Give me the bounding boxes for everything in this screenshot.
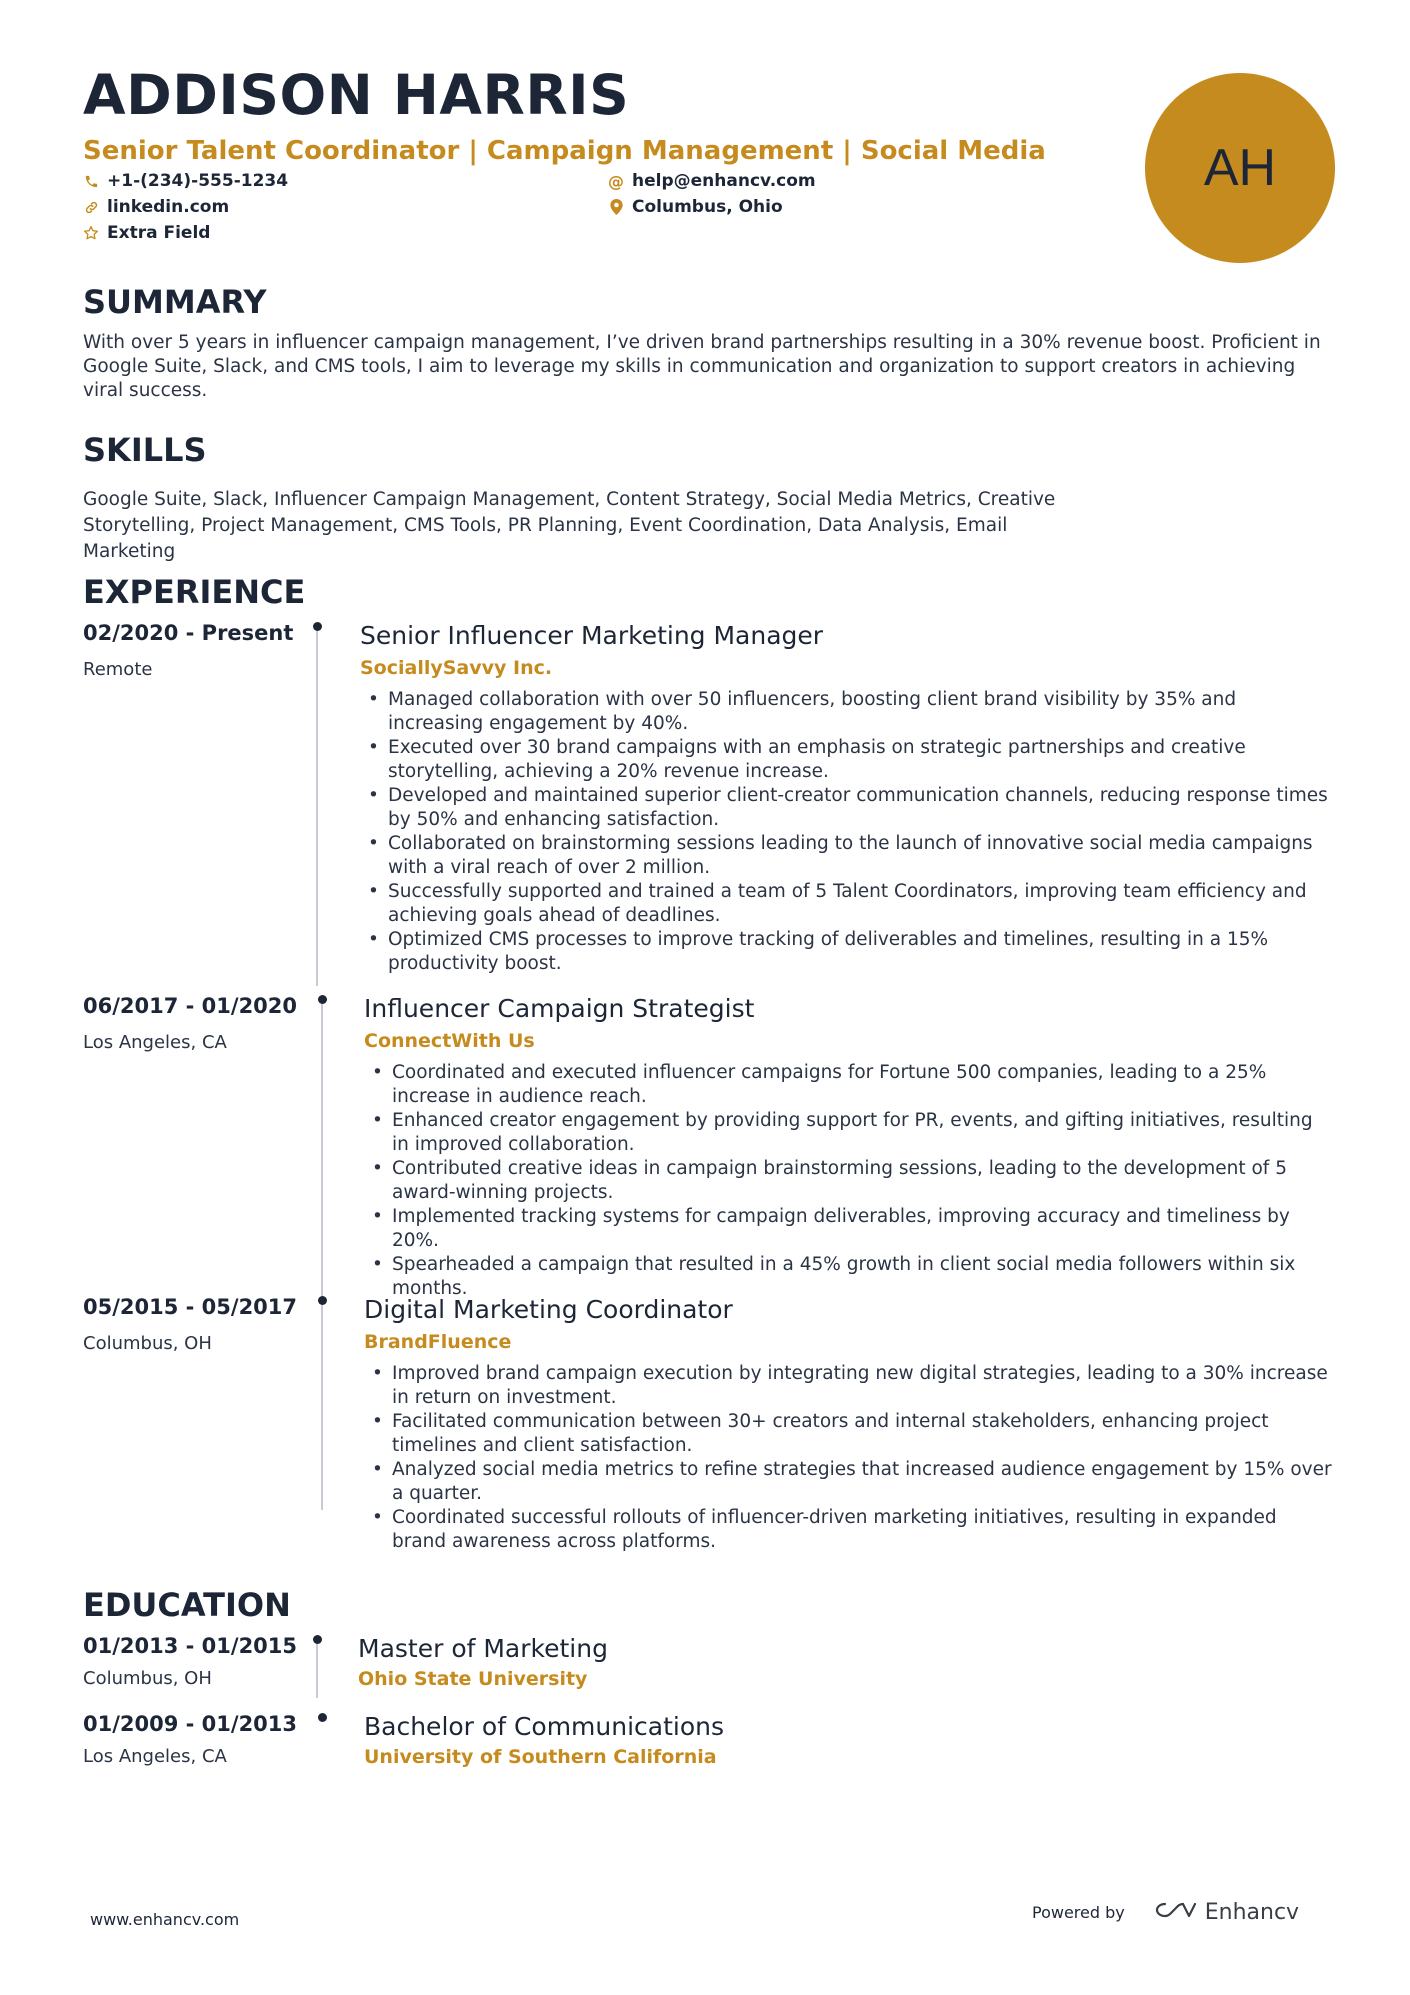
location-text: Columbus, Ohio [632,197,783,217]
job-bullet: • Managed collaboration with over 50 influencers, boosting client brand visibility by 35% and increasing engagement by 40%. [360,688,1335,736]
school-name: Ohio State University [358,1668,588,1690]
experience-heading: EXPERIENCE [83,573,306,611]
linkedin-text: linkedin.com [107,197,230,217]
powered-by-label: Powered by [1032,1902,1125,1922]
company-name: BrandFluence [364,1331,512,1353]
edu-dates: 01/2009 - 01/2013 [83,1712,298,1736]
timeline-dot [318,1713,327,1722]
skills-heading: SKILLS [83,431,207,469]
job-bullet: • Enhanced creator engagement by providing support for PR, events, and gifting initiatives, resulting in improved collaboration. [364,1109,1334,1157]
job-bullet: • Contributed creative ideas in campaign brainstorming sessions, leading to the development of 5 award-winning projects. [364,1157,1334,1205]
link-icon [83,199,99,215]
extra-text: Extra Field [107,223,211,243]
job-bullet: • Executed over 30 brand campaigns with an emphasis on strategic partnerships and creative storytelling, achieving a 20% revenue increase. [360,736,1335,784]
job-dates: 05/2015 - 05/2017 [83,1295,298,1319]
job-dates: 02/2020 - Present [83,621,294,645]
job-bullet: • Coordinated successful rollouts of influencer-driven marketing initiatives, resulting in expanded brand awareness across platforms. [364,1506,1334,1554]
job-bullet: • Analyzed social media metrics to refine strategies that increased audience engagement by 15% over a quarter. [364,1458,1334,1506]
phone-icon [83,173,99,189]
job-bullet: • Optimized CMS processes to improve tracking of deliverables and timelines, resulting in a 15% productivity boost. [360,928,1335,976]
star-icon [83,225,99,241]
job-bullet: • Collaborated on brainstorming sessions leading to the launch of innovative social media campaigns with a viral reach of over 2 million. [360,832,1335,880]
footer-branding [1032,1898,1299,1926]
headline: Senior Talent Coordinator | Campaign Management | Social Media [83,136,1046,166]
summary-text: With over 5 years in influencer campaign management, I’ve driven brand partnerships resulting in a 30% revenue boost. Proficient in Google Suite, Slack, and CMS tools, I aim to leverage my skills in communication and organization to support creators in achieving viral success. [83,332,1321,401]
avatar-initials: AH [1203,139,1277,197]
timeline-dot [313,622,322,631]
email-text: help@enhancv.com [632,171,816,191]
edu-dates: 01/2013 - 01/2015 [83,1634,298,1658]
location-pin-icon [608,199,624,215]
enhancv-brand[interactable]: Enhancv [1204,1899,1300,1925]
job-title: Senior Influencer Marketing Manager [360,621,824,650]
job-bullet: • Improved brand campaign execution by integrating new digital strategies, leading to a 30% increase in return on investment. [364,1362,1334,1410]
timeline-line [316,631,318,986]
candidate-name: ADDISON HARRIS [83,63,630,127]
edu-location: Los Angeles, CA [83,1746,227,1767]
job-bullets [360,688,1335,976]
education-heading: EDUCATION [83,1586,291,1624]
job-location: Columbus, OH [83,1333,212,1354]
company-name: SociallySavvy Inc. [360,657,553,679]
enhancv-logo-icon [1151,1898,1197,1926]
timeline-dot [313,1635,322,1644]
job-bullets [364,1362,1334,1554]
timeline-line [321,1004,323,1300]
school-name: University of Southern California [364,1746,717,1768]
job-bullet: • Facilitated communication between 30+ creators and internal stakeholders, enhancing project timelines and client satisfaction. [364,1410,1334,1458]
skills-text: Google Suite, Slack, Influencer Campaign Management, Content Strategy, Social Media Metrics, Creative Storytelling, Project Management, CMS Tools, PR Planning, Event Coordination, Data Analysis, Email Marketing [83,489,1056,562]
job-bullet: • Developed and maintained superior client-creator communication channels, reducing response times by 50% and enhancing satisfaction. [360,784,1335,832]
contact-linkedin[interactable] [83,197,229,217]
at-icon: @ [608,171,624,191]
footer-website[interactable]: www.enhancv.com [90,1910,240,1929]
job-location: Los Angeles, CA [83,1032,227,1053]
job-dates: 06/2017 - 01/2020 [83,994,298,1018]
job-bullet: • Spearheaded a campaign that resulted in a 45% growth in client social media followers within six months. [364,1253,1334,1301]
contact-location [608,197,783,217]
contact-phone[interactable] [83,171,288,191]
job-bullet: • Successfully supported and trained a team of 5 Talent Coordinators, improving team efficiency and achieving goals ahead of deadlines. [360,880,1335,928]
timeline-dot [318,1296,327,1305]
job-bullet: • Implemented tracking systems for campaign deliverables, improving accuracy and timeliness by 20%. [364,1205,1334,1253]
summary-heading: SUMMARY [83,283,267,321]
company-name: ConnectWith Us [364,1030,535,1052]
job-location: Remote [83,659,153,680]
phone-text: +1-(234)-555-1234 [107,171,289,191]
degree-title: Bachelor of Communications [364,1712,725,1741]
timeline-line [321,1305,323,1510]
avatar [1145,73,1335,263]
job-bullets [364,1061,1334,1301]
edu-location: Columbus, OH [83,1668,212,1689]
timeline-line [316,1644,318,1698]
degree-title: Master of Marketing [358,1634,608,1663]
timeline-dot [318,995,327,1004]
job-bullet: • Coordinated and executed influencer campaigns for Fortune 500 companies, leading to a 25% increase in audience reach. [364,1061,1334,1109]
contact-extra [83,223,210,243]
job-title: Digital Marketing Coordinator [364,1295,733,1324]
job-title: Influencer Campaign Strategist [364,994,755,1023]
contact-email[interactable] [608,171,816,191]
